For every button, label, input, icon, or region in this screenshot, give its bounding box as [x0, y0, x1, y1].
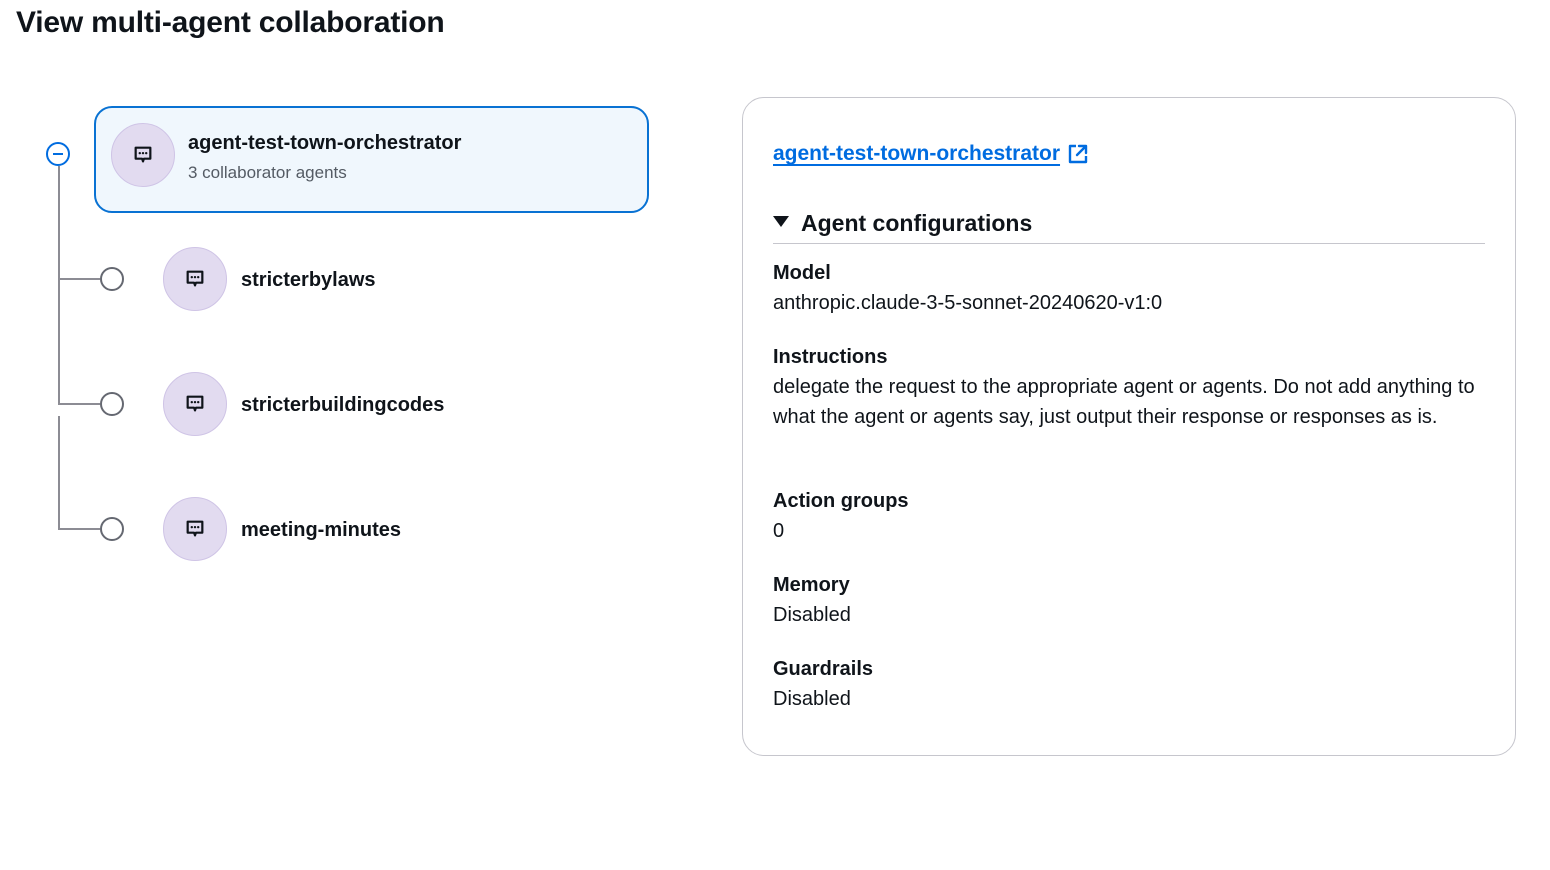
instructions-label: Instructions: [773, 346, 888, 368]
memory-field: [773, 570, 1485, 630]
caret-down-icon: [773, 216, 789, 227]
agent-details-panel: [742, 97, 1516, 756]
guardrails-field: [773, 654, 1485, 714]
model-value: anthropic.claude-3-5-sonnet-20240620-v1:0: [773, 292, 1163, 314]
agent-tree: [0, 0, 700, 870]
instructions-value: delegate the request to the appropriate agent or agents. Do not add anything to what the agent or agents say, just output their response or responses as is.: [773, 376, 1475, 428]
collaborator-agent-item[interactable]: [163, 247, 583, 315]
action-groups-field: [773, 486, 1485, 546]
external-link-icon: [1066, 142, 1090, 166]
guardrails-value: Disabled: [773, 688, 851, 710]
tree-node-dot: [100, 517, 124, 541]
guardrails-label: Guardrails: [773, 658, 874, 680]
tree-connector-line: [58, 166, 60, 404]
root-agent-name: agent-test-town-orchestrator: [188, 132, 462, 154]
tree-node-dot: [100, 392, 124, 416]
agent-avatar: [163, 497, 227, 561]
agent-configurations-toggle[interactable]: [773, 208, 1485, 244]
collaborator-agent-name: stricterbuildingcodes: [241, 394, 445, 416]
collaborator-agent-name: meeting-minutes: [241, 519, 402, 541]
memory-label: Memory: [773, 574, 850, 596]
collaborator-count: 3 collaborator agents: [188, 163, 347, 182]
collaborator-agent-item[interactable]: [163, 497, 583, 565]
instructions-field: [773, 342, 1485, 432]
root-agent-card[interactable]: [94, 106, 649, 213]
tree-connector-line: [58, 416, 60, 530]
memory-value: Disabled: [773, 604, 851, 626]
agent-avatar: [163, 372, 227, 436]
agent-details-link[interactable]: [773, 142, 1090, 166]
tree-branch-line: [58, 278, 100, 280]
collapse-toggle-icon[interactable]: [46, 142, 70, 166]
model-field: [773, 258, 1485, 318]
tree-branch-line: [58, 403, 100, 405]
agent-avatar: [111, 123, 175, 187]
action-groups-label: Action groups: [773, 490, 909, 512]
agent-chat-icon: [184, 268, 206, 290]
model-label: Model: [773, 262, 831, 284]
agent-chat-icon: [184, 393, 206, 415]
page-title: View multi-agent collaboration: [16, 6, 445, 39]
action-groups-value: 0: [773, 520, 785, 542]
tree-branch-line: [58, 528, 100, 530]
collaborator-agent-name: stricterbylaws: [241, 269, 376, 291]
agent-chat-icon: [184, 518, 206, 540]
tree-node-dot: [100, 267, 124, 291]
agent-link-text: agent-test-town-orchestrator: [773, 142, 1061, 165]
section-title: Agent configurations: [801, 210, 1033, 236]
collaborator-agent-item[interactable]: [163, 372, 583, 440]
agent-chat-icon: [132, 144, 154, 166]
agent-avatar: [163, 247, 227, 311]
